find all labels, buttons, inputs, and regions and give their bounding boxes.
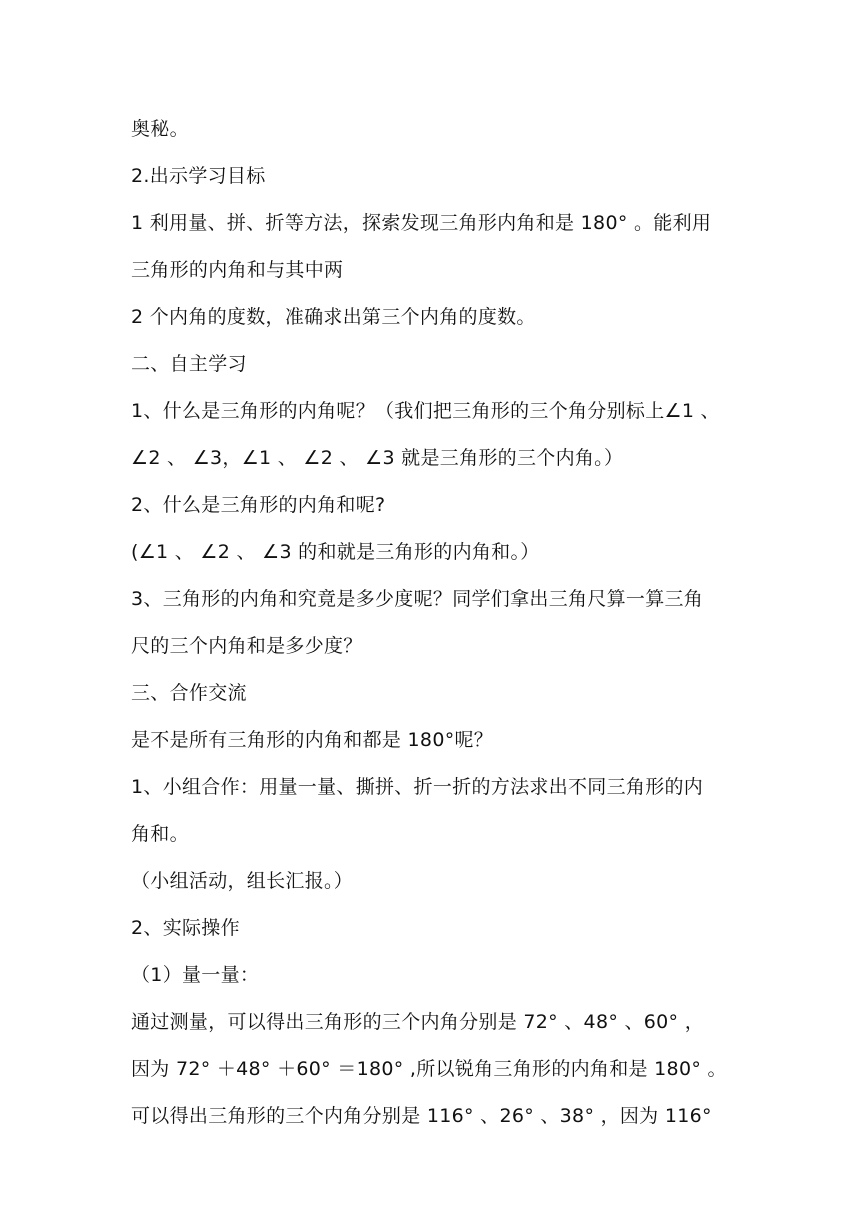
text-line: （1）量一量： [131, 964, 260, 986]
text-line: （小组活动，组长汇报。） [131, 870, 354, 892]
text-line: 1 利用量、拼、折等方法，探索发现三角形内角和是 180° 。能利用 [131, 212, 712, 234]
section-heading: 2.出示学习目标 [131, 165, 266, 187]
text-line: 2 个内角的度数，准确求出第三个内角的度数。 [131, 306, 536, 328]
text-line: 尺的三个内角和是多少度？ [131, 635, 363, 657]
section-heading: 2、实际操作 [131, 917, 240, 939]
text-line: 2、什么是三角形的内角和呢? [131, 494, 386, 516]
text-line: 因为 72° ＋48° ＋60° ＝180° ,所以锐角三角形的内角和是 180° 。 [131, 1058, 727, 1080]
section-heading: 二、自主学习 [131, 353, 247, 375]
text-line: 角和。 [131, 823, 189, 845]
text-line: 1、什么是三角形的内角呢？（我们把三角形的三个角分别标上∠1 、 [131, 400, 720, 422]
text-line: 是不是所有三角形的内角和都是 180°呢？ [131, 729, 494, 751]
text-line: 三角形的内角和与其中两 [131, 259, 344, 281]
text-line: 3、三角形的内角和究竟是多少度呢？同学们拿出三角尺算一算三角 [131, 588, 704, 610]
text-line: 1、小组合作：用量一量、撕拼、折一折的方法求出不同三角形的内 [131, 776, 704, 798]
text-line: 奥秘。 [131, 118, 189, 140]
text-line: (∠1 、 ∠2 、 ∠3 的和就是三角形的内角和。） [131, 541, 540, 563]
text-line: 可以得出三角形的三个内角分别是 116° 、26° 、38° ，因为 116° [131, 1105, 712, 1127]
text-line: ∠2 、 ∠3，∠1 、 ∠2 、 ∠3 就是三角形的三个内角。） [131, 447, 624, 469]
document-body [131, 106, 741, 1140]
section-heading: 三、合作交流 [131, 682, 247, 704]
text-line: 通过测量，可以得出三角形的三个内角分别是 72° 、48° 、60° ， [131, 1011, 704, 1033]
